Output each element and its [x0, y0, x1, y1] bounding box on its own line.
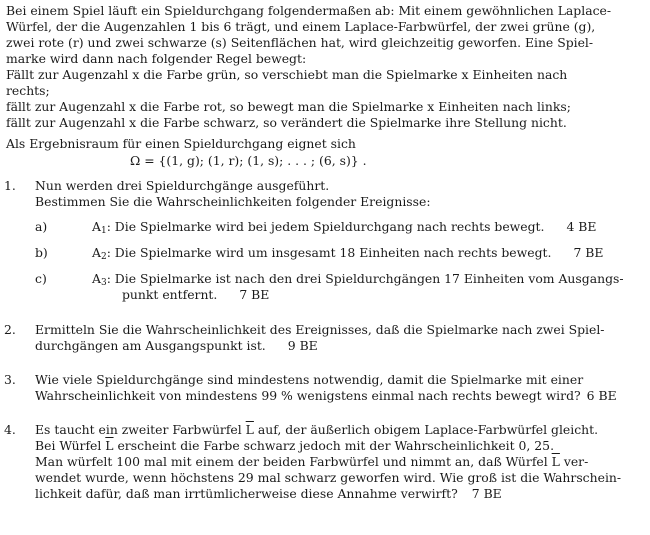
intro-line-3: zwei rote (r) und zwei schwarze (s) Seitenflächen hat, wird gleichzeitig geworfen. Eine Spiel- — [6, 35, 594, 50]
task-4-line-3-b: ver- — [559, 454, 589, 469]
event-symbol: A — [92, 271, 101, 286]
task-1a-label: a) — [35, 219, 48, 234]
event-symbol: A — [92, 245, 101, 260]
task-4-line-4: wendet wurde, wenn höchstens 29 mal schwarz geworfen wird. Wie groß ist die Wahrschein- — [35, 470, 622, 485]
task-1-line-1: Nun werden drei Spieldurchgänge ausgeführt. — [35, 178, 330, 193]
task-1-number: 1. — [4, 178, 16, 193]
intro-line-1: Bei einem Spiel läuft ein Spieldurchgang folgendermaßen ab: Mit einem gewöhnlichen Laplace- — [6, 3, 612, 18]
task-4-line-3-a: Man würfelt 100 mal mit einem der beiden Farbwürfel und nimmt an, daß Würfel — [35, 454, 552, 469]
task-3-text: Wahrscheinlichkeit von mindestens 99 % wenigstens einmal nach rechts bewegt wird? — [35, 388, 581, 403]
task-4-line-2 — [35, 438, 645, 454]
result-space-text: Als Ergebnisraum für einen Spieldurchgang eignet sich — [6, 136, 356, 151]
task-4-line-5-text: lichkeit dafür, daß man irrtümlicherweise diese Annahme verwirft? — [35, 486, 458, 501]
task-4-points: 7 BE — [471, 486, 502, 501]
task-4-line-5 — [35, 486, 645, 502]
intro-line-2: Würfel, der die Augenzahlen 1 bis 6 trägt, und einem Laplace-Farbwürfel, der zwei grüne (g), — [6, 19, 596, 34]
intro-line-5: Fällt zur Augenzahl x die Farbe grün, so verschiebt man die Spielmarke x Einheiten nach — [6, 67, 568, 82]
task-2-number: 2. — [4, 322, 16, 337]
task-2-line-2 — [35, 338, 645, 354]
task-4-line-1 — [35, 422, 645, 438]
task-4-line-2-a: Bei Würfel — [35, 438, 106, 453]
event-index: 3 — [100, 278, 107, 288]
event-symbol: A — [92, 219, 101, 234]
task-4-line-2-b: erscheint die Farbe schwarz jedoch mit der Wahrscheinlichkeit 0, 25. — [113, 438, 555, 453]
task-3-number: 3. — [4, 372, 16, 387]
task-3-line-2 — [35, 388, 645, 404]
task-4-line-3 — [35, 454, 645, 470]
task-1c-description-2: punkt entfernt. — [122, 287, 218, 302]
task-1c-text-2 — [122, 287, 650, 303]
task-1c-description: : Die Spielmarke ist nach den drei Spieldurchgängen 17 Einheiten vom Ausgangs- — [106, 271, 624, 286]
omega-definition: Ω = {(1, g); (1, r); (1, s); . . . ; (6, s)} . — [130, 153, 367, 168]
task-4-number: 4. — [4, 422, 16, 437]
event-index: 2 — [100, 252, 107, 262]
die-l-symbol: $\overline{L}$ — [551, 454, 560, 469]
intro-line-6: rechts; — [6, 83, 50, 98]
task-1c-label: c) — [35, 271, 47, 286]
die-l-symbol: $\overline{L}$ — [245, 422, 254, 437]
task-2-text: durchgängen am Ausgangspunkt ist. — [35, 338, 266, 353]
intro-line-7: fällt zur Augenzahl x die Farbe rot, so bewegt man die Spielmarke x Einheiten nach links; — [6, 99, 571, 114]
event-index: 1 — [100, 226, 107, 236]
task-1b-description: : Die Spielmarke wird um insgesamt 18 Einheiten nach rechts bewegt. — [106, 245, 552, 260]
task-4-line-1-a: Es taucht ein zweiter Farbwürfel — [35, 422, 246, 437]
task-2-points: 9 BE — [287, 338, 318, 353]
task-1b-text — [92, 245, 646, 261]
intro-line-8: fällt zur Augenzahl x die Farbe schwarz, so verändert die Spielmarke ihre Stellung nicht. — [6, 115, 567, 130]
task-1a-description: : Die Spielmarke wird bei jedem Spieldurchgang nach rechts bewegt. — [106, 219, 545, 234]
task-1b-label: b) — [35, 245, 48, 260]
task-1-line-2: Bestimmen Sie die Wahrscheinlichkeiten folgender Ereignisse: — [35, 194, 431, 209]
task-1b-points: 7 BE — [573, 245, 604, 260]
task-4-line-1-b: auf, der äußerlich obigem Laplace-Farbwürfel gleicht. — [253, 422, 599, 437]
task-2-line-1: Ermitteln Sie die Wahrscheinlichkeit des Ereignisses, daß die Spielmarke nach zwei Spiel- — [35, 322, 605, 337]
die-l-symbol: $\overline{L}$ — [105, 438, 114, 453]
task-1a-text — [92, 219, 646, 235]
task-3-points: 6 BE — [586, 388, 617, 403]
task-1c-points: 7 BE — [239, 287, 270, 302]
intro-line-4: marke wird dann nach folgender Regel bewegt: — [6, 51, 307, 66]
task-1c-text — [92, 271, 646, 287]
task-1a-points: 4 BE — [566, 219, 597, 234]
task-3-line-1: Wie viele Spieldurchgänge sind mindestens notwendig, damit die Spielmarke mit einer — [35, 372, 584, 387]
